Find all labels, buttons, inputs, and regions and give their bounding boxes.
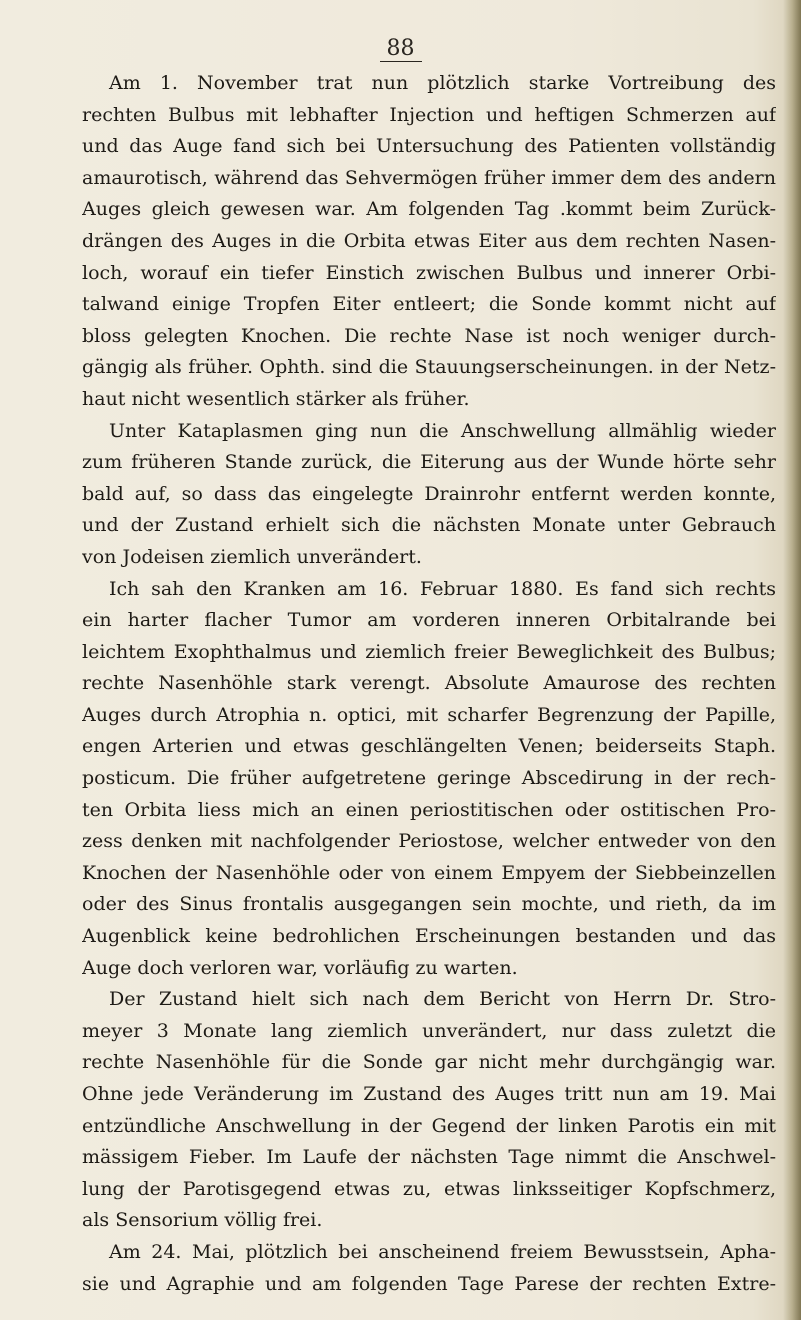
text-line: posticum. Die früher aufgetretene geringe Abscedirung in der rech- <box>82 767 776 790</box>
page-number <box>0 36 801 62</box>
text-line: zum früheren Stande zurück, die Eiterung aus der Wunde hörte sehr <box>82 451 776 474</box>
text-line: Am 1. November trat nun plötzlich starke Vortreibung des <box>109 72 776 94</box>
text-line: loch, worauf ein tiefer Einstich zwischen Bulbus und innerer Orbi- <box>82 261 776 284</box>
text-line: rechte Nasenhöhle stark verengt. Absolute Amaurose des rechten <box>82 672 776 695</box>
text-line: Am 24. Mai, plötzlich bei anscheinend freiem Bewusstsein, Apha- <box>109 1240 776 1263</box>
page-number-rule <box>380 61 422 62</box>
text-line: oder des Sinus frontalis ausgegangen sein mochte, und rieth, da im <box>82 893 776 916</box>
text-line: amaurotisch, während das Sehvermögen früher immer dem des andern <box>82 166 776 189</box>
text-line: und das Auge fand sich bei Untersuchung des Patienten vollständig <box>82 135 776 158</box>
text-line: meyer 3 Monate lang ziemlich unverändert, nur dass zuletzt die <box>82 1019 776 1042</box>
text-line: Ich sah den Kranken am 16. Februar 1880. Es fand sich rechts <box>109 577 776 600</box>
text-line: entzündliche Anschwellung in der Gegend der linken Parotis ein mit <box>82 1114 776 1137</box>
text-line: bald auf, so dass das eingelegte Drainrohr entfernt werden konnte, <box>82 482 776 505</box>
text-line: rechte Nasenhöhle für die Sonde gar nicht mehr durchgängig war. <box>82 1051 776 1074</box>
text-line: und der Zustand erhielt sich die nächsten Monate unter Gebrauch <box>82 514 776 537</box>
text-line: Knochen der Nasenhöhle oder von einem Empyem der Siebbeinzellen <box>82 861 776 884</box>
text-line: talwand einige Tropfen Eiter entleert; die Sonde kommt nicht auf <box>82 293 776 316</box>
text-line: drängen des Auges in die Orbita etwas Eiter aus dem rechten Nasen- <box>82 229 776 252</box>
text-line: sie und Agraphie und am folgenden Tage Parese der rechten Extre- <box>82 1272 776 1295</box>
body-text <box>82 68 776 1300</box>
text-line: rechten Bulbus mit lebhafter Injection und heftigen Schmerzen auf <box>82 103 776 126</box>
text-line: haut nicht wesentlich stärker als früher. <box>82 387 470 410</box>
text-line: gängig als früher. Ophth. sind die Stauungserscheinungen. in der Netz- <box>82 356 776 379</box>
text-line: Auges gleich gewesen war. Am folgenden Tag .kommt beim Zurück- <box>82 198 776 221</box>
text-line: leichtem Exophthalmus und ziemlich freier Beweglichkeit des Bulbus; <box>82 640 776 663</box>
text-line: mässigem Fieber. Im Laufe der nächsten Tage nimmt die Anschwel- <box>82 1146 776 1169</box>
text-line: zess denken mit nachfolgender Periostose, welcher entweder von den <box>82 830 776 853</box>
text-line: Augenblick keine bedrohlichen Erscheinungen bestanden und das <box>82 925 776 948</box>
text-line: Ohne jede Veränderung im Zustand des Auges tritt nun am 19. Mai <box>82 1083 776 1105</box>
text-line: ein harter flacher Tumor am vorderen inneren Orbitalrande bei <box>82 609 776 632</box>
page-edge-shadow <box>783 0 801 1320</box>
text-line: ten Orbita liess mich an einen periostitischen oder ostitischen Pro- <box>82 798 776 821</box>
text-line: engen Arterien und etwas geschlängelten Venen; beiderseits Staph. <box>82 735 776 758</box>
text-line: Der Zustand hielt sich nach dem Bericht von Herrn Dr. Stro- <box>109 988 776 1011</box>
text-line: als Sensorium völlig frei. <box>82 1209 323 1232</box>
text-line: von Jodeisen ziemlich unverändert. <box>82 545 422 568</box>
text-line: Auges durch Atrophia n. optici, mit scharfer Begrenzung der Papille, <box>82 703 776 726</box>
text-line: Auge doch verloren war, vorläufig zu warten. <box>82 956 518 979</box>
text-line: lung der Parotisgegend etwas zu, etwas linksseitiger Kopfschmerz, <box>82 1177 776 1200</box>
text-line: Unter Kataplasmen ging nun die Anschwellung allmählig wieder <box>109 419 776 442</box>
page-number-text: 88 <box>386 36 415 61</box>
text-line: bloss gelegten Knochen. Die rechte Nase ist noch weniger durch- <box>82 324 776 347</box>
